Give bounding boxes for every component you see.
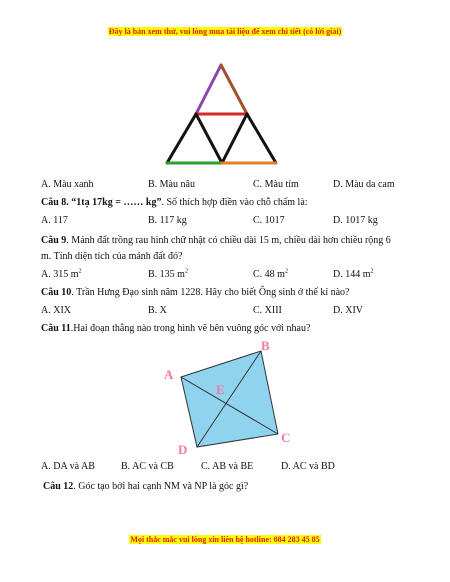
hotline-banner-text: Mọi thắc mắc vui lòng xin liên hệ hotline: 084 283 45 85 <box>130 535 320 544</box>
q10-option-d[interactable]: D. XIV <box>333 305 363 316</box>
point-label-e: E <box>216 382 225 397</box>
q9-option-b-sup: 2 <box>184 268 188 275</box>
q7-option-a[interactable]: A. Màu xanh <box>41 179 94 190</box>
q9-option-d-sup: 2 <box>370 268 374 275</box>
q10-label: Câu 10 <box>41 287 72 298</box>
quadrilateral-figure <box>0 335 450 465</box>
q8-option-c[interactable]: C. 1017 <box>253 215 285 226</box>
q10-option-b[interactable]: B. X <box>148 305 167 316</box>
q10-option-a[interactable]: A. XIX <box>41 305 71 316</box>
stick-black-3 <box>222 114 247 163</box>
q10-text: . Trần Hưng Đạo sinh năm 1228. Hãy cho biết Ông sinh ở thế kỉ nào? <box>71 287 350 298</box>
q11-option-c[interactable]: C. AB và BE <box>201 461 254 472</box>
q9-question-line2 <box>41 251 182 263</box>
q9-label: Câu 9 <box>41 235 67 246</box>
point-label-d: D <box>178 442 188 457</box>
q10-question <box>41 287 349 299</box>
q9-question-line1 <box>41 235 391 247</box>
q11-option-b[interactable]: B. AC và CB <box>121 461 174 472</box>
q7-option-d[interactable]: D. Màu da cam <box>333 179 395 190</box>
q9-option-d[interactable] <box>333 269 374 281</box>
q8-question <box>41 197 308 209</box>
preview-banner-text: Đây là bản xem thử, vui lòng mua tài liệu để xem chi tiết (có lời giải) <box>108 27 342 36</box>
q10-option-c[interactable]: C. XIII <box>253 305 282 316</box>
q9-option-b-text: B. 135 m <box>148 269 185 280</box>
q7-option-c[interactable]: C. Màu tím <box>253 179 299 190</box>
triangle-figure <box>0 0 450 175</box>
q9-option-b[interactable] <box>148 269 188 281</box>
point-label-a: A <box>164 367 174 382</box>
q11-option-a[interactable]: A. DA và AB <box>41 461 95 472</box>
q8-label: Câu 8. <box>41 197 69 208</box>
q12-text: . Góc tạo bởi hai cạnh NM và NP là góc gì? <box>73 481 249 492</box>
q8-expression: “1tạ 17kg = …… kg” <box>71 197 162 208</box>
q8-option-a[interactable]: A. 117 <box>41 215 68 226</box>
q11-label: Câu 11 <box>41 323 71 334</box>
q7-option-b[interactable]: B. Màu nâu <box>148 179 195 190</box>
q9-option-c-sup: 2 <box>284 268 288 275</box>
stick-black-4 <box>247 114 276 163</box>
q11-option-d[interactable]: D. AC và BD <box>281 461 335 472</box>
hotline-banner <box>0 535 450 544</box>
q11-question <box>41 323 310 335</box>
stick-black-1 <box>167 114 196 163</box>
q9-text-2: m. Tính diện tích của mảnh đất đó? <box>41 251 183 262</box>
q9-option-c[interactable] <box>253 269 288 281</box>
q12-question <box>43 481 248 493</box>
q11-text: .Hai đoạn thẳng nào trong hình vẽ bên vuông góc với nhau? <box>70 323 311 334</box>
q9-option-a-sup: 2 <box>78 268 82 275</box>
q8-text: . Số thích hợp điền vào chỗ chấm là: <box>161 197 308 208</box>
q9-option-c-text: C. 48 m <box>253 269 285 280</box>
q9-option-d-text: D. 144 m <box>333 269 371 280</box>
q9-option-a[interactable] <box>41 269 82 281</box>
point-label-c: C <box>281 430 291 445</box>
q9-text-1: . Mảnh đất trồng rau hình chữ nhật có chiều dài 15 m, chiều dài hơn chiều rộng 6 <box>66 235 391 246</box>
q8-option-d[interactable]: D. 1017 kg <box>333 215 378 226</box>
q8-option-b[interactable]: B. 117 kg <box>148 215 187 226</box>
q12-label: Câu 12 <box>43 481 74 492</box>
stick-black-2 <box>196 114 222 163</box>
point-label-b: B <box>261 338 270 353</box>
stick-purple-left <box>196 65 221 114</box>
stick-brown-right <box>221 65 247 114</box>
q9-option-a-text: A. 315 m <box>41 269 79 280</box>
